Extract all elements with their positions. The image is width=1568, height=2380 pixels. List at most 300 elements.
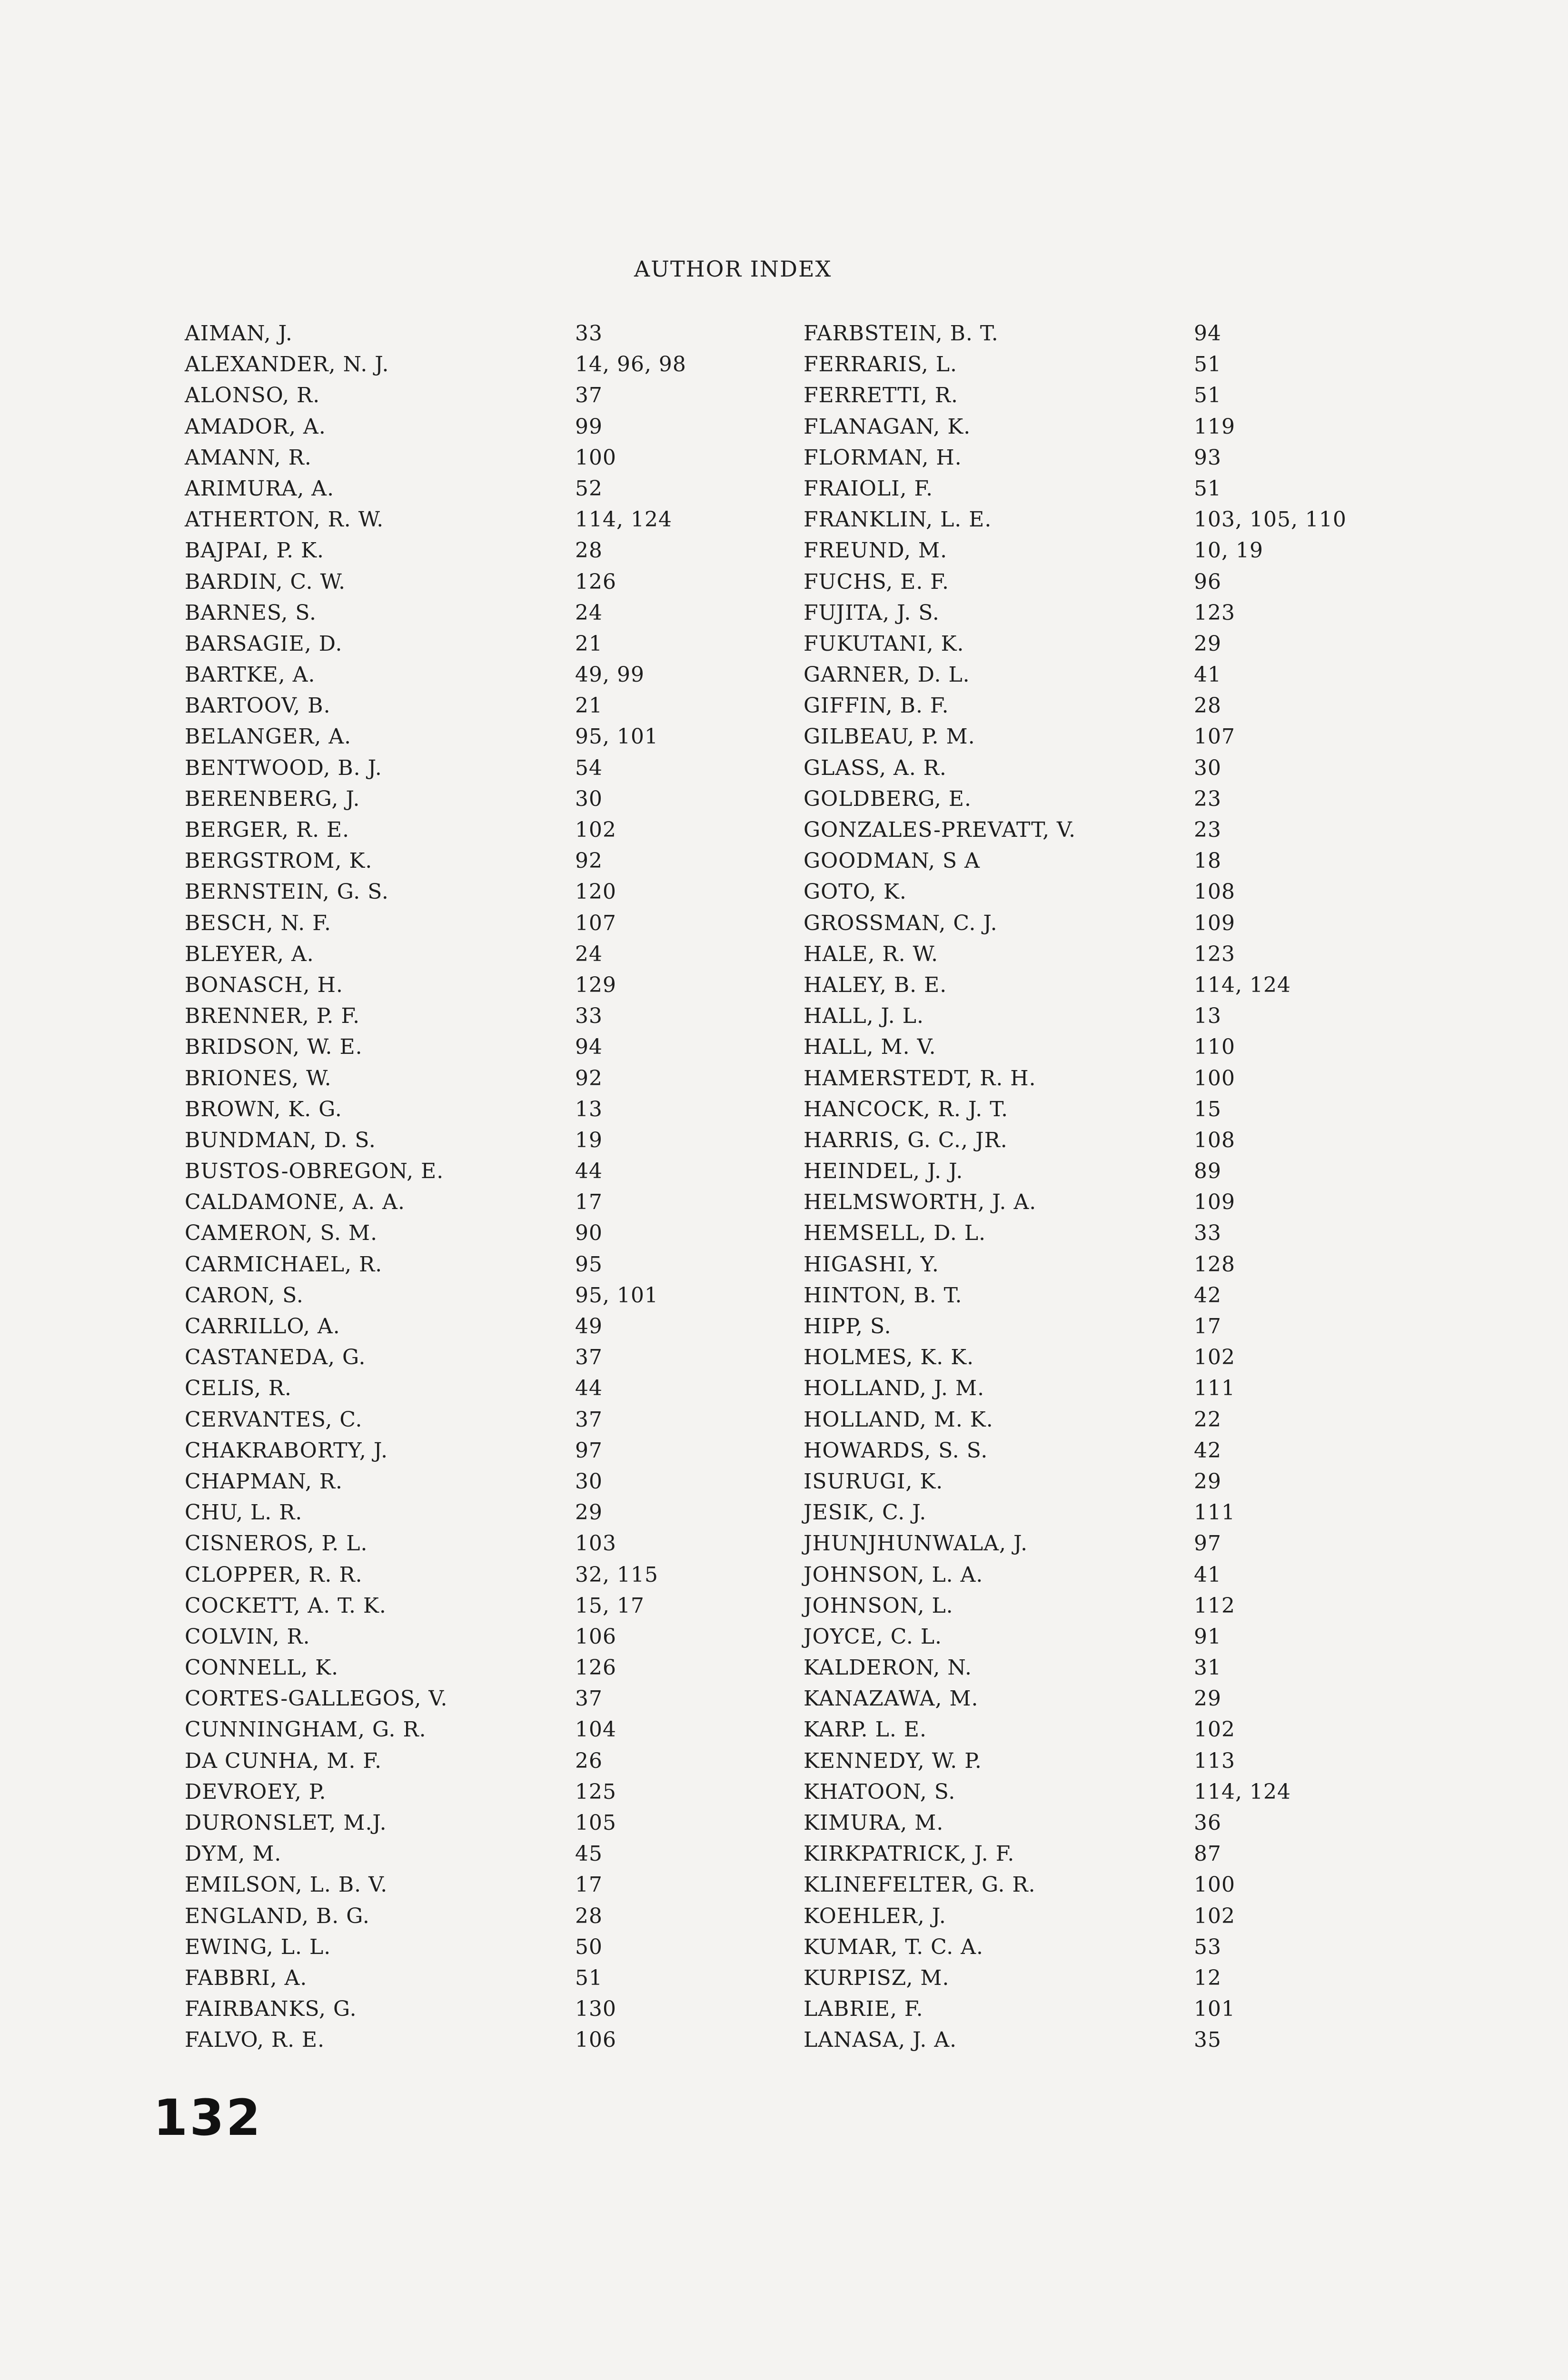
index-entry [185, 1218, 823, 1249]
page-references: 49 [575, 1314, 603, 1339]
author-name: HOWARDS, S. S. [804, 1438, 988, 1463]
index-entry [185, 908, 823, 939]
index-entry [185, 845, 823, 876]
page-references: 87 [1194, 1842, 1221, 1866]
page-references: 30 [575, 786, 603, 811]
page-references: 102 [1194, 1717, 1235, 1742]
index-entry [185, 876, 823, 907]
page-references: 29 [1194, 1469, 1221, 1494]
page-references: 119 [1194, 414, 1235, 439]
page-references: 22 [1194, 1407, 1221, 1432]
page-references: 33 [575, 321, 603, 346]
index-entry [804, 1187, 1441, 1218]
author-name: CERVANTES, C. [185, 1407, 363, 1432]
page-references: 93 [1194, 445, 1221, 470]
author-name: GOTO, K. [804, 880, 907, 904]
author-name: CHAKRABORTY, J. [185, 1438, 388, 1463]
index-entry [804, 1218, 1441, 1249]
page-references: 15, 17 [575, 1593, 645, 1618]
page-references: 42 [1194, 1438, 1221, 1463]
author-name: ALONSO, R. [185, 383, 320, 408]
author-name: KIMURA, M. [804, 1811, 944, 1835]
index-entry [804, 1125, 1441, 1156]
author-name: KALDERON, N. [804, 1656, 973, 1680]
index-entry [804, 845, 1441, 876]
index-entry [804, 1683, 1441, 1714]
page-references: 42 [1194, 1283, 1221, 1308]
page-references: 95 [575, 1252, 603, 1277]
author-name: KENNEDY, W. P. [804, 1748, 982, 1773]
author-name: CHAPMAN, R. [185, 1469, 343, 1494]
page-references: 49, 99 [575, 663, 645, 687]
author-name: DA CUNHA, M. F. [185, 1748, 382, 1773]
page-references: 91 [1194, 1624, 1221, 1649]
index-entry [185, 1559, 823, 1590]
page-references: 101 [1194, 1997, 1235, 2022]
author-name: KANAZAWA, M. [804, 1686, 979, 1711]
page-references: 44 [575, 1376, 603, 1401]
author-name: HAMERSTEDT, R. H. [804, 1066, 1036, 1091]
author-name: KIRKPATRICK, J. F. [804, 1842, 1015, 1866]
author-name: BLEYER, A. [185, 942, 314, 966]
author-name: CONNELL, K. [185, 1656, 339, 1680]
index-entry [804, 1373, 1441, 1404]
author-name: FRAIOLI, F. [804, 476, 933, 501]
index-entry [185, 1497, 823, 1528]
author-name: COLVIN, R. [185, 1624, 310, 1649]
author-name: BARTKE, A. [185, 663, 316, 687]
index-entry [185, 1373, 823, 1404]
author-name: JHUNJHUNWALA, J. [804, 1531, 1028, 1556]
author-name: ENGLAND, B. G. [185, 1904, 370, 1928]
page-references: 109 [1194, 911, 1235, 935]
page-references: 28 [1194, 694, 1221, 718]
author-name: HARRIS, G. C., JR. [804, 1128, 1008, 1152]
author-name: FLANAGAN, K. [804, 414, 971, 439]
index-entry [804, 442, 1441, 473]
author-name: BARNES, S. [185, 600, 317, 625]
author-name: FERRARIS, L. [804, 352, 957, 377]
index-entry [804, 1031, 1441, 1062]
page-title: AUTHOR INDEX [634, 256, 832, 282]
author-name: FALVO, R. E. [185, 2028, 325, 2053]
author-name: KLINEFELTER, G. R. [804, 1873, 1036, 1897]
page-references: 113 [1194, 1748, 1235, 1773]
page-references: 120 [575, 880, 616, 904]
author-name: FREUND, M. [804, 538, 948, 563]
index-entry [804, 908, 1441, 939]
author-name: ARIMURA, A. [185, 476, 335, 501]
index-entry [185, 1094, 823, 1125]
index-entry [185, 2024, 823, 2055]
index-entry [804, 1652, 1441, 1683]
page-references: 114, 124 [575, 507, 672, 532]
index-entry [804, 1621, 1441, 1652]
author-name: JOYCE, C. L. [804, 1624, 943, 1649]
index-entry [804, 1993, 1441, 2024]
index-entry [804, 1094, 1441, 1125]
author-name: GIFFIN, B. F. [804, 694, 949, 718]
page-references: 19 [575, 1128, 603, 1152]
page-references: 41 [1194, 663, 1221, 687]
index-entry [804, 1745, 1441, 1776]
author-name: BESCH, N. F. [185, 911, 331, 935]
index-entry [804, 318, 1441, 349]
index-entry [804, 1435, 1441, 1466]
page-references: 123 [1194, 600, 1235, 625]
page-references: 21 [575, 631, 603, 656]
author-name: FUKUTANI, K. [804, 631, 964, 656]
author-name: HALE, R. W. [804, 942, 939, 966]
index-entry [185, 1621, 823, 1652]
author-name: HALL, J. L. [804, 1004, 924, 1029]
page-references: 21 [575, 694, 603, 718]
page-references: 51 [575, 1965, 603, 1990]
page-references: 30 [1194, 755, 1221, 780]
author-name: BENTWOOD, B. J. [185, 755, 382, 780]
page-references: 51 [1194, 352, 1221, 377]
page-references: 24 [575, 942, 603, 966]
author-name: DURONSLET, M.J. [185, 1811, 387, 1835]
index-entry [804, 1063, 1441, 1094]
page-references: 52 [575, 476, 603, 501]
author-name: KOEHLER, J. [804, 1904, 946, 1928]
author-name: CELIS, R. [185, 1376, 292, 1401]
author-name: DEVROEY, P. [185, 1779, 327, 1804]
author-name: BRENNER, P. F. [185, 1004, 360, 1029]
page-references: 102 [575, 818, 616, 842]
index-entry [804, 1807, 1441, 1838]
author-name: FRANKLIN, L. E. [804, 507, 992, 532]
page-references: 33 [575, 1004, 603, 1029]
author-name: FLORMAN, H. [804, 445, 962, 470]
author-name: FARBSTEIN, B. T. [804, 321, 999, 346]
page-references: 15 [1194, 1097, 1221, 1121]
author-name: LABRIE, F. [804, 1997, 923, 2022]
page-references: 126 [575, 1656, 616, 1680]
page-references: 50 [575, 1934, 603, 1959]
index-entry [804, 380, 1441, 411]
page-references: 100 [575, 445, 616, 470]
index-entry [804, 1963, 1441, 1993]
index-entry [804, 1776, 1441, 1807]
author-name: EWING, L. L. [185, 1934, 331, 1959]
page-references: 29 [1194, 631, 1221, 656]
author-name: HEMSELL, D. L. [804, 1221, 986, 1246]
page-references: 14, 96, 98 [575, 352, 686, 377]
page-references: 33 [1194, 1221, 1221, 1246]
index-entry [804, 721, 1441, 752]
page-references: 103, 105, 110 [1194, 507, 1347, 532]
page-references: 109 [1194, 1190, 1235, 1215]
author-name: CAMERON, S. M. [185, 1221, 378, 1246]
page-references: 23 [1194, 818, 1221, 842]
index-entry [804, 504, 1441, 535]
author-name: BERGER, R. E. [185, 818, 350, 842]
author-name: BARSAGIE, D. [185, 631, 343, 656]
index-entry [804, 473, 1441, 504]
index-entry [185, 939, 823, 970]
page-references: 108 [1194, 880, 1235, 904]
page-references: 89 [1194, 1159, 1221, 1184]
index-entry [804, 939, 1441, 970]
author-name: LANASA, J. A. [804, 2028, 957, 2053]
index-entry [185, 1001, 823, 1031]
index-entry [185, 1590, 823, 1621]
page-references: 13 [575, 1097, 603, 1121]
author-name: ISURUGI, K. [804, 1469, 943, 1494]
page-references: 37 [575, 1407, 603, 1432]
page-references: 17 [575, 1873, 603, 1897]
author-name: HALL, M. V. [804, 1035, 936, 1060]
index-entry [185, 1838, 823, 1869]
author-name: BRIONES, W. [185, 1066, 332, 1091]
page-references: 128 [1194, 1252, 1235, 1277]
author-name: FAIRBANKS, G. [185, 1997, 357, 2022]
page-references: 92 [575, 1066, 603, 1091]
author-name: BAJPAI, P. K. [185, 538, 324, 563]
index-entry [185, 1963, 823, 1993]
page-references: 30 [575, 1469, 603, 1494]
index-entry [185, 1932, 823, 1963]
page-references: 100 [1194, 1873, 1235, 1897]
index-entry [185, 690, 823, 721]
index-entry [185, 1466, 823, 1497]
page-references: 97 [575, 1438, 603, 1463]
index-entry [804, 566, 1441, 597]
index-entry [185, 1714, 823, 1745]
index-entry [804, 970, 1441, 1001]
author-name: CASTANEDA, G. [185, 1345, 366, 1370]
author-name: HOLMES, K. K. [804, 1345, 974, 1370]
index-entry [804, 1838, 1441, 1869]
author-name: CARMICHAEL, R. [185, 1252, 383, 1277]
index-entry [185, 442, 823, 473]
index-entry [804, 1001, 1441, 1031]
page-references: 111 [1194, 1500, 1235, 1525]
page-references: 31 [1194, 1656, 1221, 1680]
index-entry [804, 753, 1441, 783]
author-name: HEINDEL, J. J. [804, 1159, 963, 1184]
index-entry [185, 566, 823, 597]
page-references: 36 [1194, 1811, 1221, 1835]
index-entry [804, 597, 1441, 628]
index-entry [185, 1807, 823, 1838]
index-entry [804, 783, 1441, 814]
author-name: BARTOOV, B. [185, 694, 331, 718]
author-name: FUCHS, E. F. [804, 569, 949, 594]
author-name: CALDAMONE, A. A. [185, 1190, 405, 1215]
page-references: 105 [575, 1811, 616, 1835]
index-entry [804, 1590, 1441, 1621]
author-name: HIPP, S. [804, 1314, 892, 1339]
index-entry [804, 1559, 1441, 1590]
page-references: 37 [575, 1345, 603, 1370]
index-entry [185, 504, 823, 535]
index-entry [185, 318, 823, 349]
page-references: 29 [575, 1500, 603, 1525]
index-entry [185, 1435, 823, 1466]
page-references: 94 [1194, 321, 1221, 346]
index-entry [185, 1063, 823, 1094]
index-entry [185, 1776, 823, 1807]
author-name: GLASS, A. R. [804, 755, 947, 780]
author-name: BUSTOS-OBREGON, E. [185, 1159, 444, 1184]
author-name: CUNNINGHAM, G. R. [185, 1717, 427, 1742]
index-entry [804, 1932, 1441, 1963]
page-references: 53 [1194, 1934, 1221, 1959]
index-entry [185, 1404, 823, 1435]
page-references: 13 [1194, 1004, 1221, 1029]
author-name: AMADOR, A. [185, 414, 326, 439]
page-references: 123 [1194, 942, 1235, 966]
page-references: 110 [1194, 1035, 1235, 1060]
author-name: GILBEAU, P. M. [804, 724, 975, 749]
index-entry [804, 1528, 1441, 1559]
page-references: 51 [1194, 383, 1221, 408]
page-references: 44 [575, 1159, 603, 1184]
index-entry [185, 1125, 823, 1156]
author-name: BONASCH, H. [185, 972, 344, 997]
index-entry [804, 411, 1441, 442]
page-references: 28 [575, 538, 603, 563]
author-name: HIGASHI, Y. [804, 1252, 939, 1277]
author-name: KURPISZ, M. [804, 1965, 950, 1990]
author-name: AIMAN, J. [185, 321, 293, 346]
page-references: 41 [1194, 1562, 1221, 1587]
page-references: 24 [575, 600, 603, 625]
author-name: BROWN, K. G. [185, 1097, 342, 1121]
author-name: CARON, S. [185, 1283, 304, 1308]
index-entry [185, 1249, 823, 1280]
page-references: 51 [1194, 476, 1221, 501]
page-references: 114, 124 [1194, 972, 1291, 997]
page-references: 12 [1194, 1965, 1221, 1990]
page-references: 90 [575, 1221, 603, 1246]
page-references: 23 [1194, 786, 1221, 811]
index-entry [185, 659, 823, 690]
page-references: 96 [1194, 569, 1221, 594]
page-references: 28 [575, 1904, 603, 1928]
page-references: 18 [1194, 849, 1221, 873]
page-references: 106 [575, 1624, 616, 1649]
index-entry [185, 597, 823, 628]
index-entry [185, 1342, 823, 1373]
page-references: 94 [575, 1035, 603, 1060]
author-name: CORTES-GALLEGOS, V. [185, 1686, 448, 1711]
page-references: 102 [1194, 1345, 1235, 1370]
page-references: 29 [1194, 1686, 1221, 1711]
author-name: DYM, M. [185, 1842, 282, 1866]
author-name: BARDIN, C. W. [185, 569, 346, 594]
page-references: 111 [1194, 1376, 1235, 1401]
page-references: 99 [575, 414, 603, 439]
page-references: 107 [1194, 724, 1235, 749]
page-references: 17 [575, 1190, 603, 1215]
page-references: 108 [1194, 1128, 1235, 1152]
author-name: BRIDSON, W. E. [185, 1035, 363, 1060]
page-references: 114, 124 [1194, 1779, 1291, 1804]
page-references: 17 [1194, 1314, 1221, 1339]
page-references: 104 [575, 1717, 616, 1742]
index-entry [185, 1311, 823, 1342]
author-name: BERNSTEIN, G. S. [185, 880, 389, 904]
index-entry [804, 2024, 1441, 2055]
author-name: BELANGER, A. [185, 724, 352, 749]
index-entry [804, 1311, 1441, 1342]
author-name: GOODMAN, S A [804, 849, 980, 873]
index-entry [185, 473, 823, 504]
index-entry [804, 690, 1441, 721]
index-entry [185, 1745, 823, 1776]
page-references: 100 [1194, 1066, 1235, 1091]
author-name: HALEY, B. E. [804, 972, 947, 997]
author-name: GONZALES-PREVATT, V. [804, 818, 1076, 842]
author-name: KHATOON, S. [804, 1779, 956, 1804]
author-name: CISNEROS, P. L. [185, 1531, 368, 1556]
index-entry [185, 1652, 823, 1683]
index-entry [185, 721, 823, 752]
page-references: 54 [575, 755, 603, 780]
index-entry [185, 814, 823, 845]
index-entry [804, 1714, 1441, 1745]
index-entry [185, 1683, 823, 1714]
author-name: HANCOCK, R. J. T. [804, 1097, 1009, 1121]
page-references: 92 [575, 849, 603, 873]
index-entry [185, 349, 823, 380]
author-name: ATHERTON, R. W. [185, 507, 384, 532]
index-entry [804, 814, 1441, 845]
page-references: 37 [575, 383, 603, 408]
index-entry [185, 1528, 823, 1559]
page-references: 35 [1194, 2028, 1221, 2053]
author-name: GOLDBERG, E. [804, 786, 972, 811]
index-entry [185, 753, 823, 783]
index-entry [185, 628, 823, 659]
author-name: JOHNSON, L. A. [804, 1562, 983, 1587]
index-column-left [185, 318, 823, 2056]
index-entry [185, 970, 823, 1001]
index-entry [804, 1342, 1441, 1373]
page-references: 102 [1194, 1904, 1235, 1928]
page-references: 129 [575, 972, 616, 997]
page-references: 130 [575, 1997, 616, 2022]
index-entry [804, 1249, 1441, 1280]
page-references: 26 [575, 1748, 603, 1773]
index-entry [185, 1187, 823, 1218]
author-name: BERGSTROM, K. [185, 849, 373, 873]
author-name: FUJITA, J. S. [804, 600, 940, 625]
page-references: 103 [575, 1531, 616, 1556]
index-entry [804, 659, 1441, 690]
author-name: FERRETTI, R. [804, 383, 959, 408]
index-entry [185, 411, 823, 442]
author-name: JESIK, C. J. [804, 1500, 927, 1525]
page-references: 125 [575, 1779, 616, 1804]
page-references: 32, 115 [575, 1562, 658, 1587]
page-references: 10, 19 [1194, 538, 1263, 563]
author-name: HOLLAND, J. M. [804, 1376, 985, 1401]
author-name: KARP. L. E. [804, 1717, 927, 1742]
author-name: JOHNSON, L. [804, 1593, 953, 1618]
index-entry [804, 349, 1441, 380]
page-references: 112 [1194, 1593, 1235, 1618]
index-entry [185, 1869, 823, 1900]
author-name: ALEXANDER, N. J. [185, 352, 389, 377]
index-entry [804, 535, 1441, 566]
author-name: CARRILLO, A. [185, 1314, 340, 1339]
page-number: 132 [153, 2089, 263, 2147]
